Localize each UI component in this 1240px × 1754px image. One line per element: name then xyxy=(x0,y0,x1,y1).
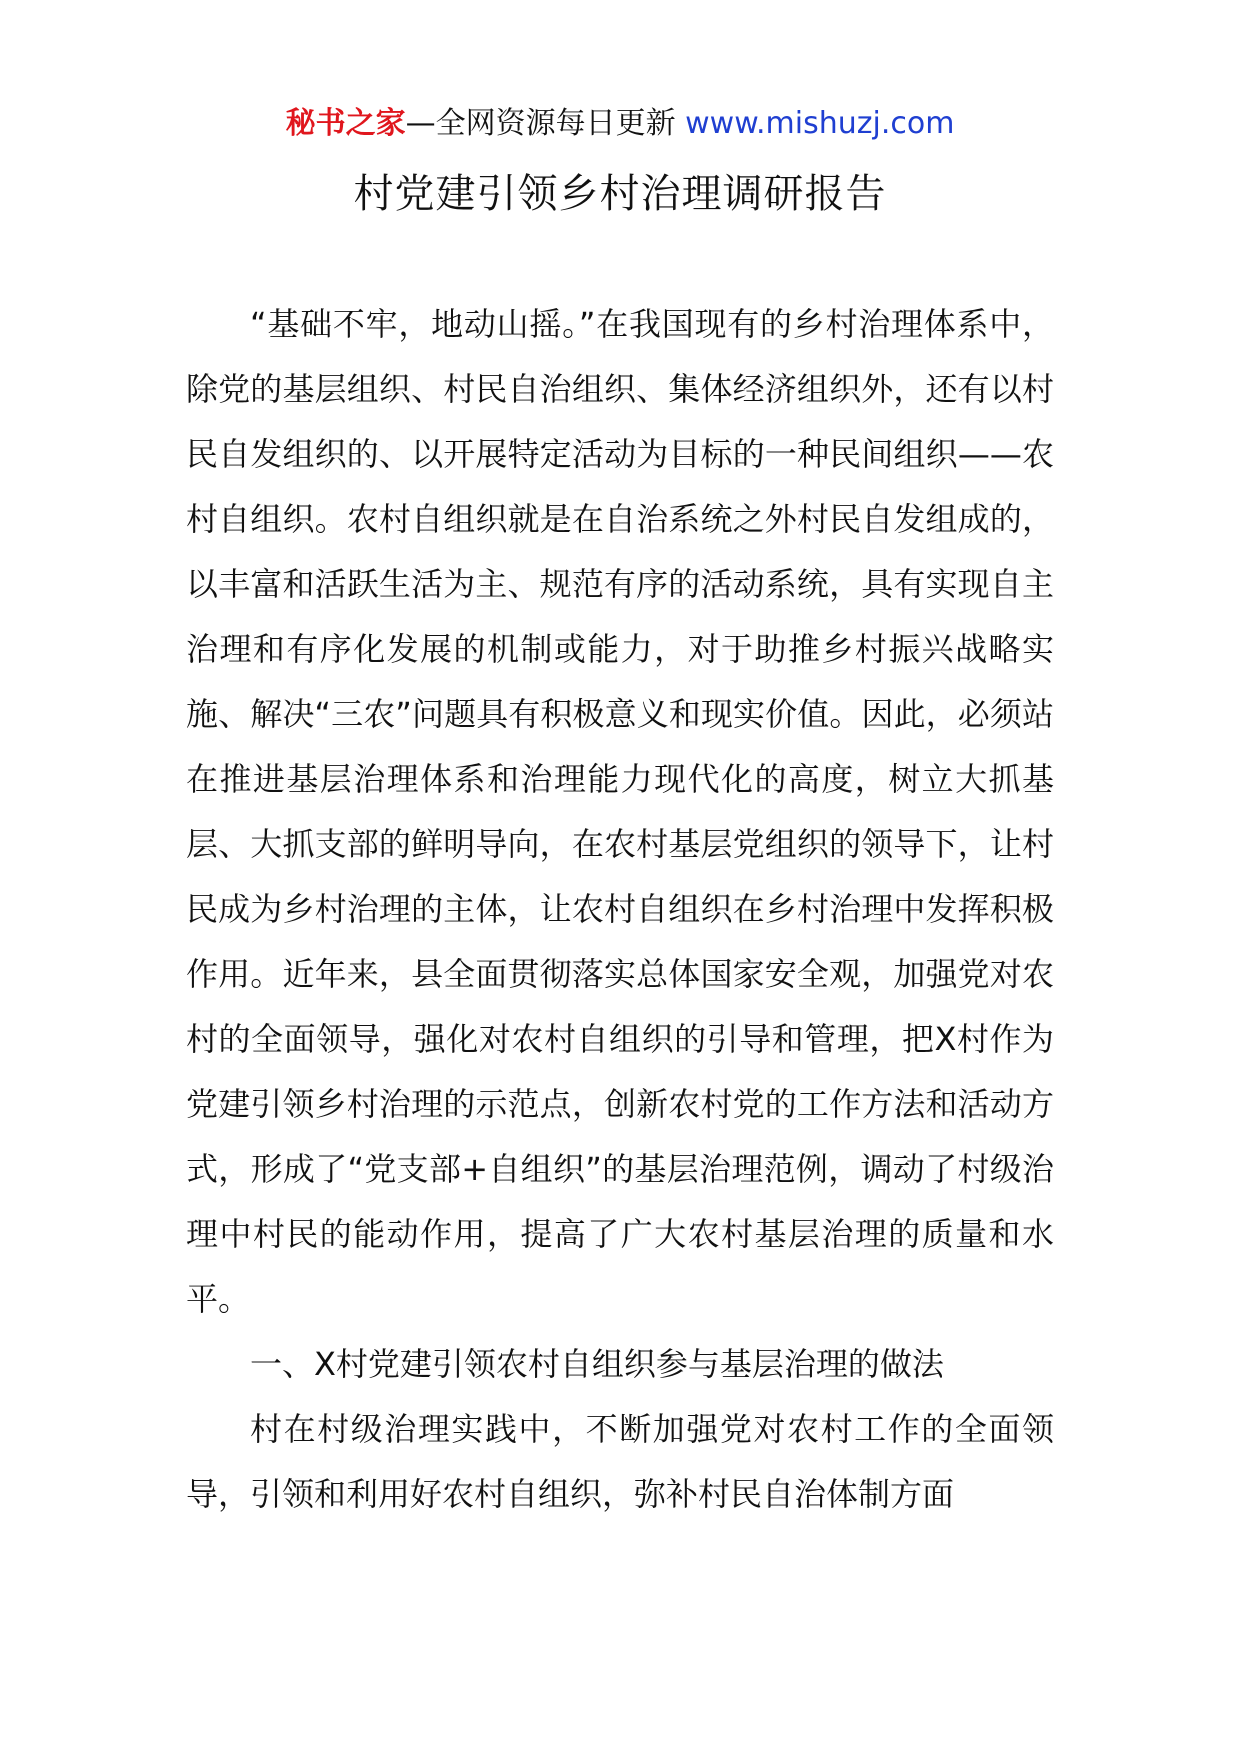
website-link[interactable]: www.mishuzj.com xyxy=(685,106,955,141)
section-heading: 一、X村党建引领农村自组织参与基层治理的做法 xyxy=(250,1345,944,1383)
section-paragraph: 村在村级治理实践中，不断加强党对农村工作的全面领导，引领和利用好农村自组织，弥补村民自治体制方面 xyxy=(186,1410,1054,1513)
watermark-header xyxy=(0,104,1240,144)
intro-paragraph: “基础不牢，地动山摇。”在我国现有的乡村治理体系中，除党的基层组织、村民自治组织、集体经济组织外，还有以村民自发组织的、以开展特定活动为目标的一种民间组织——农村自组织。农村自组织就是在自治系统之外村民自发组成的，以丰富和活跃生活为主、规范有序的活动系统，具有实现自主治理和有序化发展的机制或能力，对于助推乡村振兴战略实施、解决“三农”问题具有积极意义和现实价值。因此，必须站在推进基层治理体系和治理能力现代化的高度，树立大抓基层、大抓支部的鲜明导向，在农村基层党组织的领导下，让村民成为乡村治理的主体，让农村自组织在乡村治理中发挥积极作用。近年来，县全面贯彻落实总体国家安全观，加强党对农村的全面领导，强化对农村自组织的引导和管理，把X村作为党建引领乡村治理的示范点，创新农村党的工作方法和活动方式，形成了“党支部+自组织”的基层治理范例，调动了村级治理中村民的能动作用，提高了广大农村基层治理的质量和水平。 xyxy=(186,305,1054,1318)
brand-name: 秘书之家 xyxy=(285,106,406,141)
document-title: 村党建引领乡村治理调研报告 xyxy=(353,171,887,217)
header-slogan: —全网资源每日更新 xyxy=(405,106,686,141)
document-body xyxy=(186,292,1054,1527)
